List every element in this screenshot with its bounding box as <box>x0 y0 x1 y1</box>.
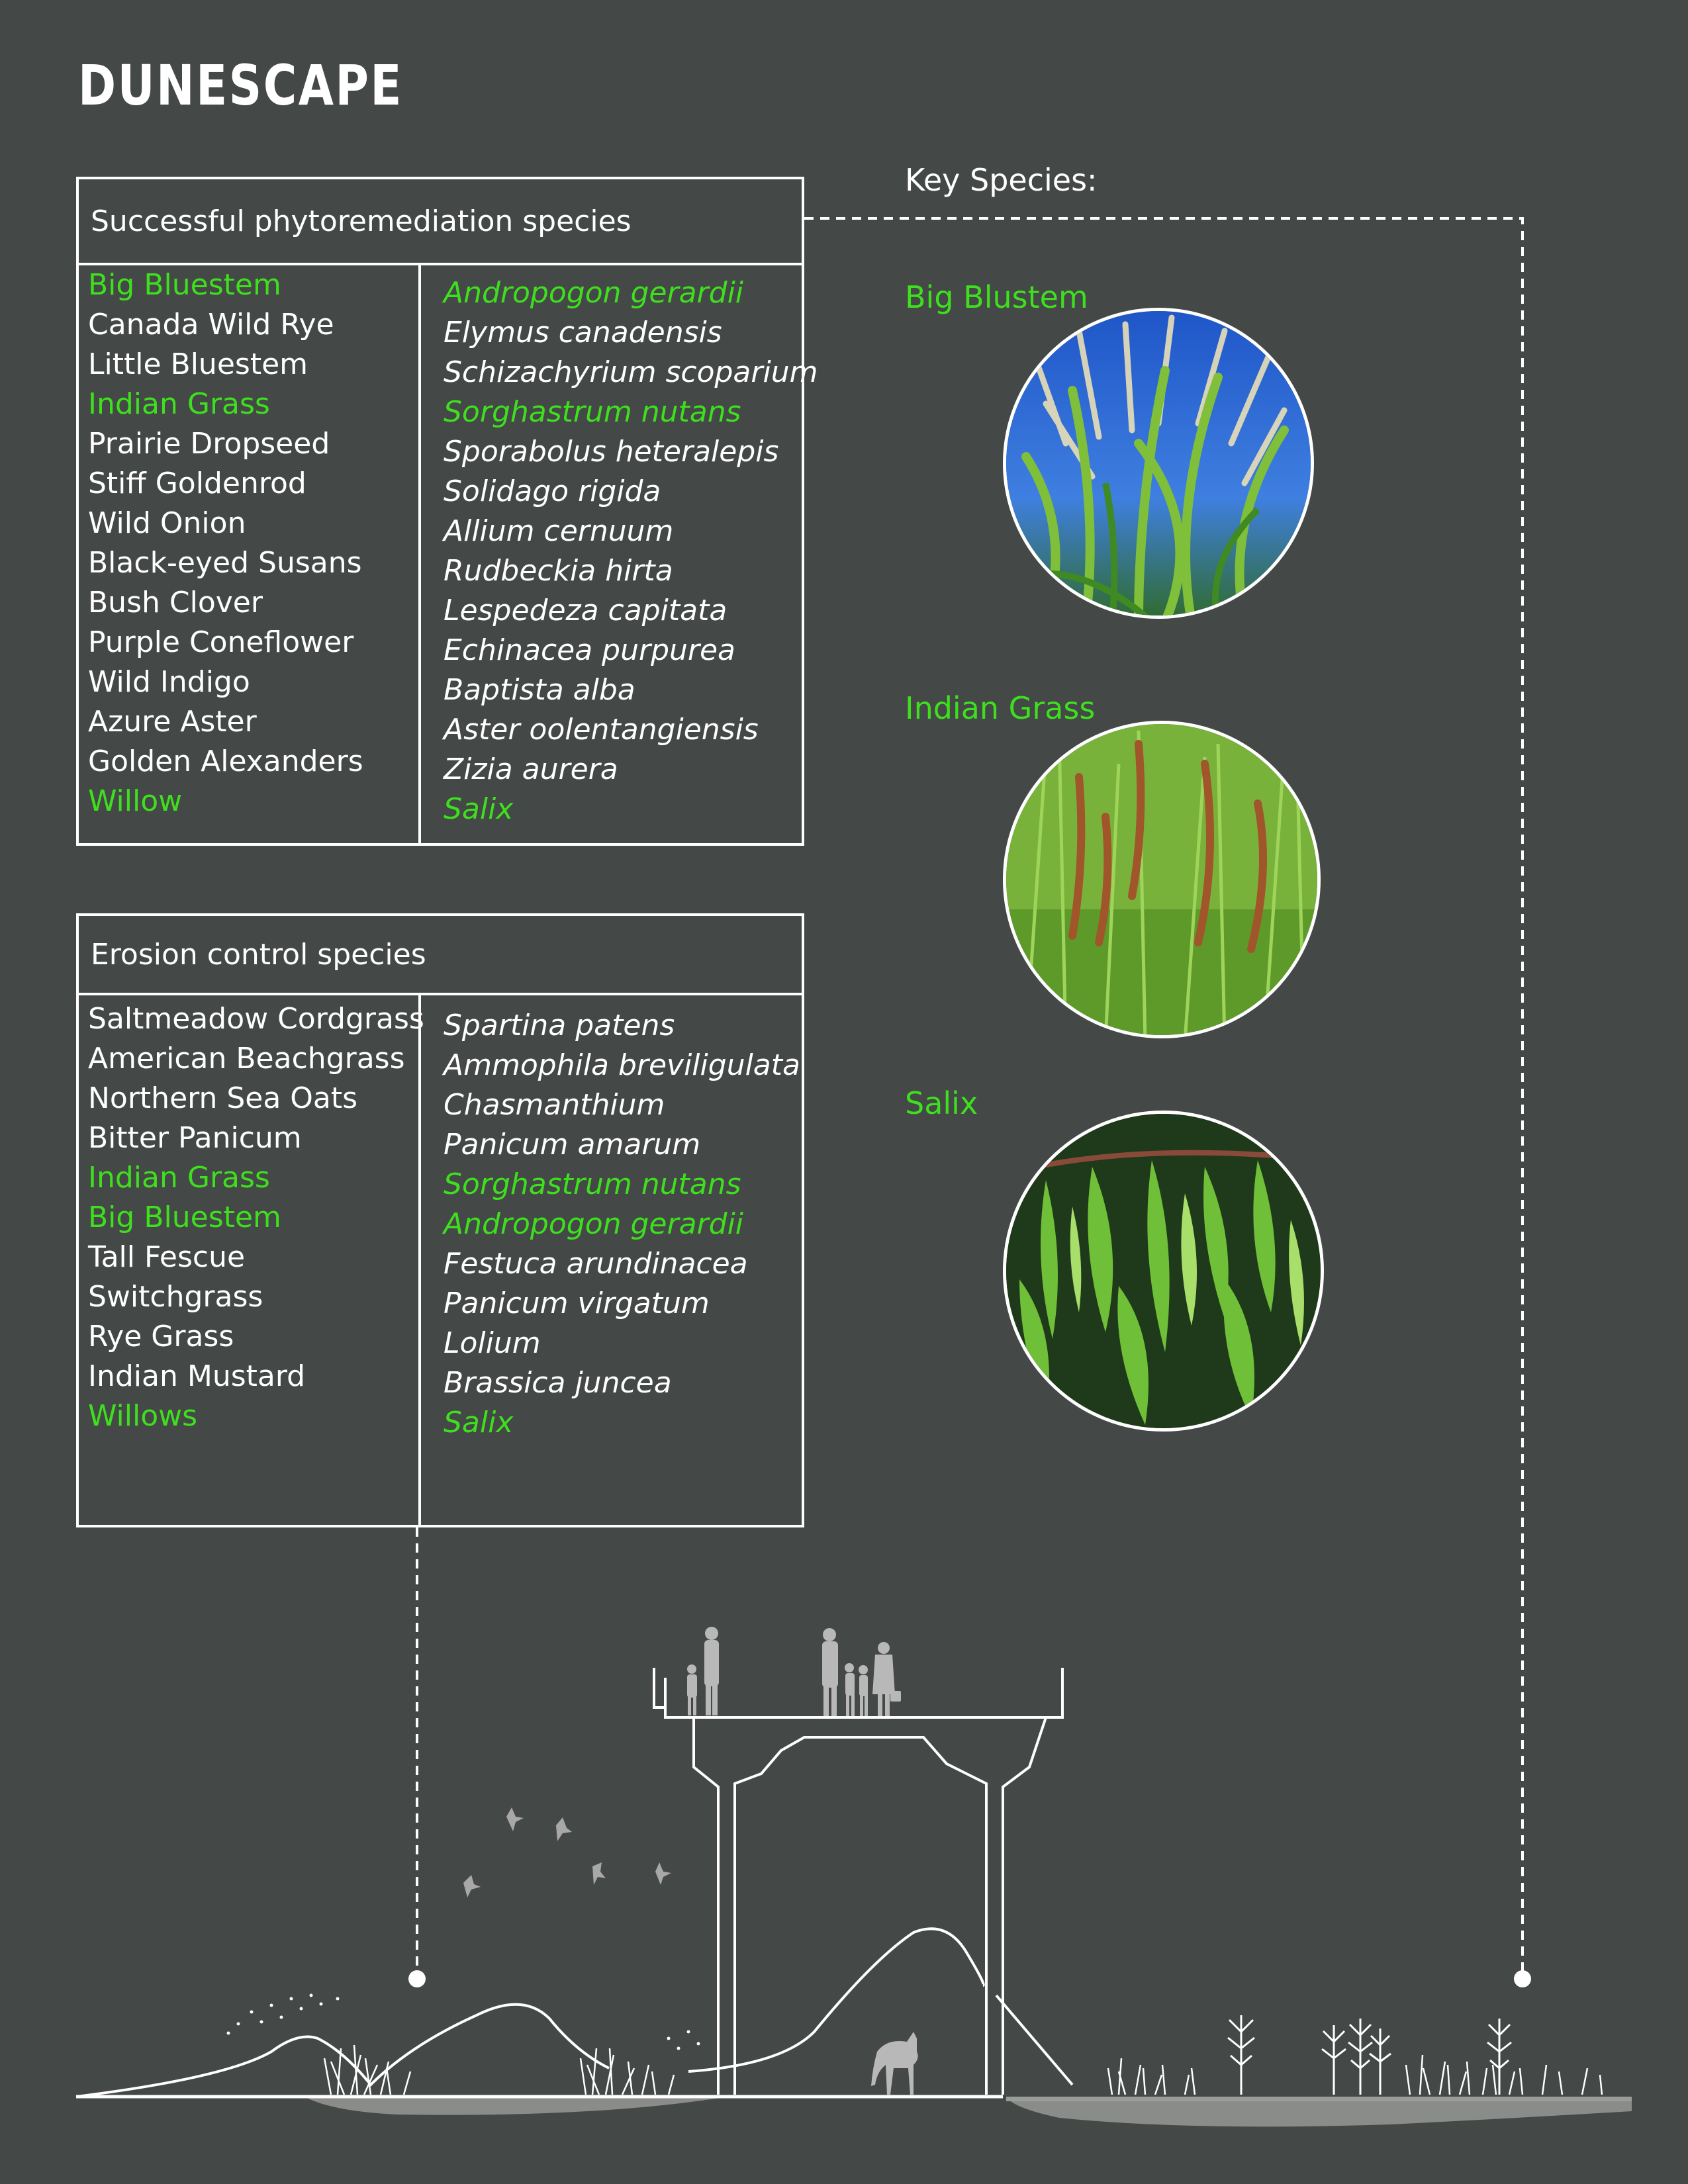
species-common-name: Little Bluestem <box>88 347 308 381</box>
species-common-name: Azure Aster <box>88 705 257 739</box>
species-latin-name: Solidago rigida <box>444 475 661 508</box>
species-latin-name: Sorghastrum nutans <box>444 1167 741 1201</box>
species-common-name: Willows <box>88 1399 198 1433</box>
key-species-label: Salix <box>905 1085 978 1121</box>
species-common-name: Black-eyed Susans <box>88 546 362 580</box>
species-common-name: Big Bluestem <box>88 1201 281 1234</box>
species-common-name: Prairie Dropseed <box>88 427 330 461</box>
species-latin-name: Baptista alba <box>444 673 635 707</box>
species-common-name: Golden Alexanders <box>88 745 363 778</box>
species-common-name: Bitter Panicum <box>88 1121 302 1155</box>
species-latin-name: Echinacea purpurea <box>444 633 736 667</box>
key-species-heading: Key Species: <box>905 162 1098 198</box>
species-common-name: Indian Grass <box>88 1161 270 1195</box>
species-latin-name: Andropogon gerardii <box>444 1207 744 1241</box>
species-common-name: Canada Wild Rye <box>88 308 334 341</box>
key-species-label: Big Blustem <box>905 279 1088 315</box>
species-common-name: Rye Grass <box>88 1320 234 1353</box>
species-latin-name: Panicum amarum <box>444 1128 701 1161</box>
species-common-name: Willow <box>88 784 183 818</box>
species-latin-name: Allium cernuum <box>444 514 674 548</box>
species-latin-name: Salix <box>444 792 514 826</box>
key-species-label: Indian Grass <box>905 690 1096 726</box>
species-latin-name: Salix <box>444 1406 514 1439</box>
erosion-heading: Erosion control species <box>79 916 802 995</box>
page-title: DUNESCAPE <box>78 53 403 118</box>
species-common-name: Tall Fescue <box>88 1240 246 1274</box>
species-latin-name: Chasmanthium <box>444 1088 665 1122</box>
species-common-name: Purple Coneflower <box>88 625 354 659</box>
species-common-name: Bush Clover <box>88 586 263 619</box>
species-latin-name: Spartina patens <box>444 1009 675 1042</box>
species-latin-name: Sorghastrum nutans <box>444 395 741 429</box>
species-common-name: Stiff Goldenrod <box>88 467 306 500</box>
species-common-name: Indian Grass <box>88 387 270 421</box>
species-latin-name: Lolium <box>444 1326 541 1360</box>
species-latin-name: Elymus canadensis <box>444 316 722 349</box>
species-common-name: Indian Mustard <box>88 1359 306 1393</box>
species-common-name: Northern Sea Oats <box>88 1081 358 1115</box>
species-common-name: Switchgrass <box>88 1280 263 1314</box>
species-latin-name: Festuca arundinacea <box>444 1247 748 1281</box>
phytoremediation-heading: Successful phytoremediation species <box>79 179 802 265</box>
species-common-name: Wild Indigo <box>88 665 250 699</box>
leader-line-key-species <box>804 218 1523 1976</box>
species-latin-name: Aster oolentangiensis <box>444 713 759 747</box>
species-common-name: Big Bluestem <box>88 268 281 302</box>
species-latin-name: Sporabolus heteralepis <box>444 435 779 469</box>
species-latin-name: Panicum virgatum <box>444 1287 710 1320</box>
species-latin-name: Ammophila breviligulata <box>444 1048 800 1082</box>
species-latin-name: Lespedeza capitata <box>444 594 727 627</box>
species-common-name: Saltmeadow Cordgrass <box>88 1002 424 1036</box>
species-latin-name: Schizachyrium scoparium <box>444 355 818 389</box>
species-latin-name: Andropogon gerardii <box>444 276 744 310</box>
species-latin-name: Zizia aurera <box>444 752 618 786</box>
leader-dot <box>1514 1970 1531 1987</box>
species-latin-name: Rudbeckia hirta <box>444 554 673 588</box>
species-common-name: American Beachgrass <box>88 1042 405 1075</box>
species-common-name: Wild Onion <box>88 506 246 540</box>
species-latin-name: Brassica juncea <box>444 1366 672 1400</box>
leader-dot <box>408 1970 426 1987</box>
